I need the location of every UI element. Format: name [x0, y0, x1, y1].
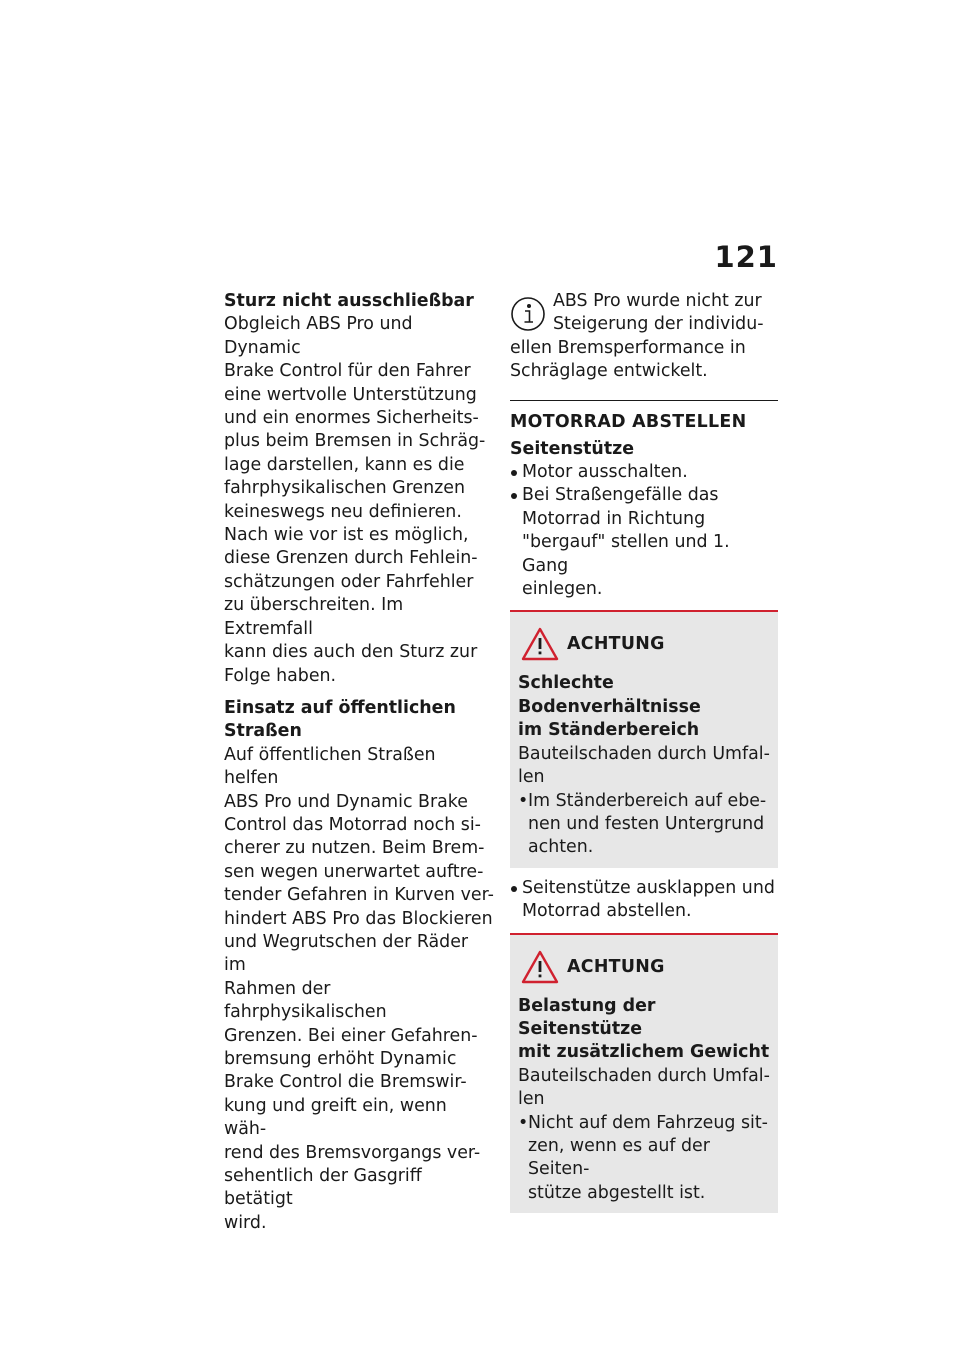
bullet-marker: •: [518, 790, 529, 811]
warning-label: ACHTUNG: [567, 634, 665, 655]
body-line: kann dies auch den Sturz zur: [224, 642, 478, 663]
body-line: sehentlich der Gasgriff betätigt: [224, 1166, 422, 1210]
warning-label: ACHTUNG: [567, 956, 665, 977]
section-public-roads: [224, 697, 494, 1235]
body-line: hindert ABS Pro das Blockieren: [224, 908, 493, 929]
body-line: tender Gefahren in Kurven ver-: [224, 885, 494, 906]
body-line: fahrphysikalischen Grenzen: [224, 478, 465, 499]
step-line: einlegen.: [522, 579, 603, 600]
info-line: Steigerung der individu-: [553, 314, 764, 335]
warning-triangle-icon: [521, 627, 559, 661]
info-line: ellen Bremsperformance in: [510, 337, 746, 358]
body-line: Control das Motorrad noch si-: [224, 814, 481, 835]
list-item: [510, 877, 778, 924]
body-line: schätzungen oder Fahrfehler: [224, 571, 474, 592]
right-column: [510, 290, 778, 1222]
body-line: ABS Pro und Dynamic Brake: [224, 791, 468, 812]
warning-consequence: Bauteilschaden durch Umfal-: [518, 1065, 770, 1086]
warning-title: im Ständerbereich: [518, 720, 700, 741]
body-line: und ein enormes Sicherheits-: [224, 408, 479, 429]
warning-header: [518, 622, 770, 666]
action-line: nen und festen Untergrund: [528, 813, 765, 834]
body-line: rend des Bremsvorgangs ver-: [224, 1142, 481, 1163]
body-line: Brake Control die Bremswir-: [224, 1072, 467, 1093]
step-line: Motor ausschalten.: [522, 462, 688, 483]
section-fall-not-excluded: [224, 290, 494, 688]
body-line: eine wertvolle Unterstützung: [224, 384, 477, 405]
warning-box: [510, 610, 778, 867]
body-line: Obgleich ABS Pro und Dynamic: [224, 314, 413, 358]
subsection-title: Seitenstütze: [510, 438, 635, 459]
section-header: [510, 400, 778, 433]
body-line: plus beim Bremsen in Schräg-: [224, 431, 486, 452]
body-line: Grenzen. Bei einer Gefahren-: [224, 1025, 478, 1046]
body-line: Rahmen der fahrphysikalischen: [224, 978, 387, 1023]
list-item: [510, 461, 778, 484]
step-line: Motorrad abstellen.: [522, 901, 692, 922]
page-number: 121: [714, 240, 778, 274]
body-line: Nach wie vor ist es möglich,: [224, 525, 469, 546]
warning-triangle-icon: [521, 950, 559, 984]
step-line: Motorrad in Richtung: [522, 508, 706, 529]
info-note: [510, 290, 778, 384]
warning-box: [510, 933, 778, 1214]
section-title: Straßen: [224, 721, 302, 742]
info-icon: [510, 296, 546, 332]
warning-action: [518, 1112, 770, 1206]
body-line: kung und greift ein, wenn wäh-: [224, 1095, 447, 1140]
body-line: cherer zu nutzen. Beim Brem-: [224, 838, 485, 859]
bullet-marker: •: [518, 1112, 529, 1133]
warning-title: Belastung der Seitenstütze: [518, 995, 656, 1039]
body-line: und Wegrutschen der Räder im: [224, 931, 469, 976]
body-line: bremsung erhöht Dynamic: [224, 1049, 457, 1069]
body-line: wird.: [224, 1212, 267, 1233]
body-line: Brake Control für den Fahrer: [224, 361, 471, 382]
warning-title: mit zusätzlichem Gewicht: [518, 1042, 770, 1063]
body-line: Auf öffentlichen Straßen helfen: [224, 744, 436, 789]
body-line: sen wegen unerwartet auftre-: [224, 861, 484, 882]
body-line: lage darstellen, kann es die: [224, 454, 465, 475]
warning-title: Schlechte Bodenverhältnisse: [518, 673, 701, 717]
step-line: Seitenstütze ausklappen und: [522, 877, 775, 898]
section-title: Sturz nicht ausschließbar: [224, 291, 474, 311]
info-line: ABS Pro wurde nicht zur: [553, 291, 762, 311]
section-title: MOTORRAD ABSTELLEN: [510, 411, 747, 432]
body-line: keineswegs neu definieren.: [224, 501, 462, 522]
body-line: zu überschreiten. Im Extremfall: [224, 595, 404, 639]
section-title: Einsatz auf öffentlichen: [224, 697, 456, 718]
step-line: Bei Straßengefälle das: [522, 485, 719, 506]
action-line: zen, wenn es auf der Seiten-: [528, 1135, 710, 1180]
action-line: Nicht auf dem Fahrzeug sit-: [528, 1112, 768, 1133]
left-column: [224, 290, 494, 1244]
step-line: "bergauf" stellen und 1. Gang: [522, 532, 730, 576]
action-line: achten.: [528, 837, 594, 858]
warning-consequence: len: [518, 1089, 545, 1110]
action-line: stütze abgestellt ist.: [528, 1182, 706, 1203]
list-item: [510, 484, 778, 601]
body-line: diese Grenzen durch Fehlein-: [224, 548, 478, 569]
warning-action: [518, 790, 770, 860]
action-line: Im Ständerbereich auf ebe-: [528, 790, 767, 811]
warning-consequence: Bauteilschaden durch Umfal-: [518, 743, 770, 764]
body-line: Folge haben.: [224, 665, 337, 686]
warning-header: [518, 945, 770, 989]
warning-consequence: len: [518, 767, 545, 788]
info-line: Schräglage entwickelt.: [510, 361, 708, 382]
